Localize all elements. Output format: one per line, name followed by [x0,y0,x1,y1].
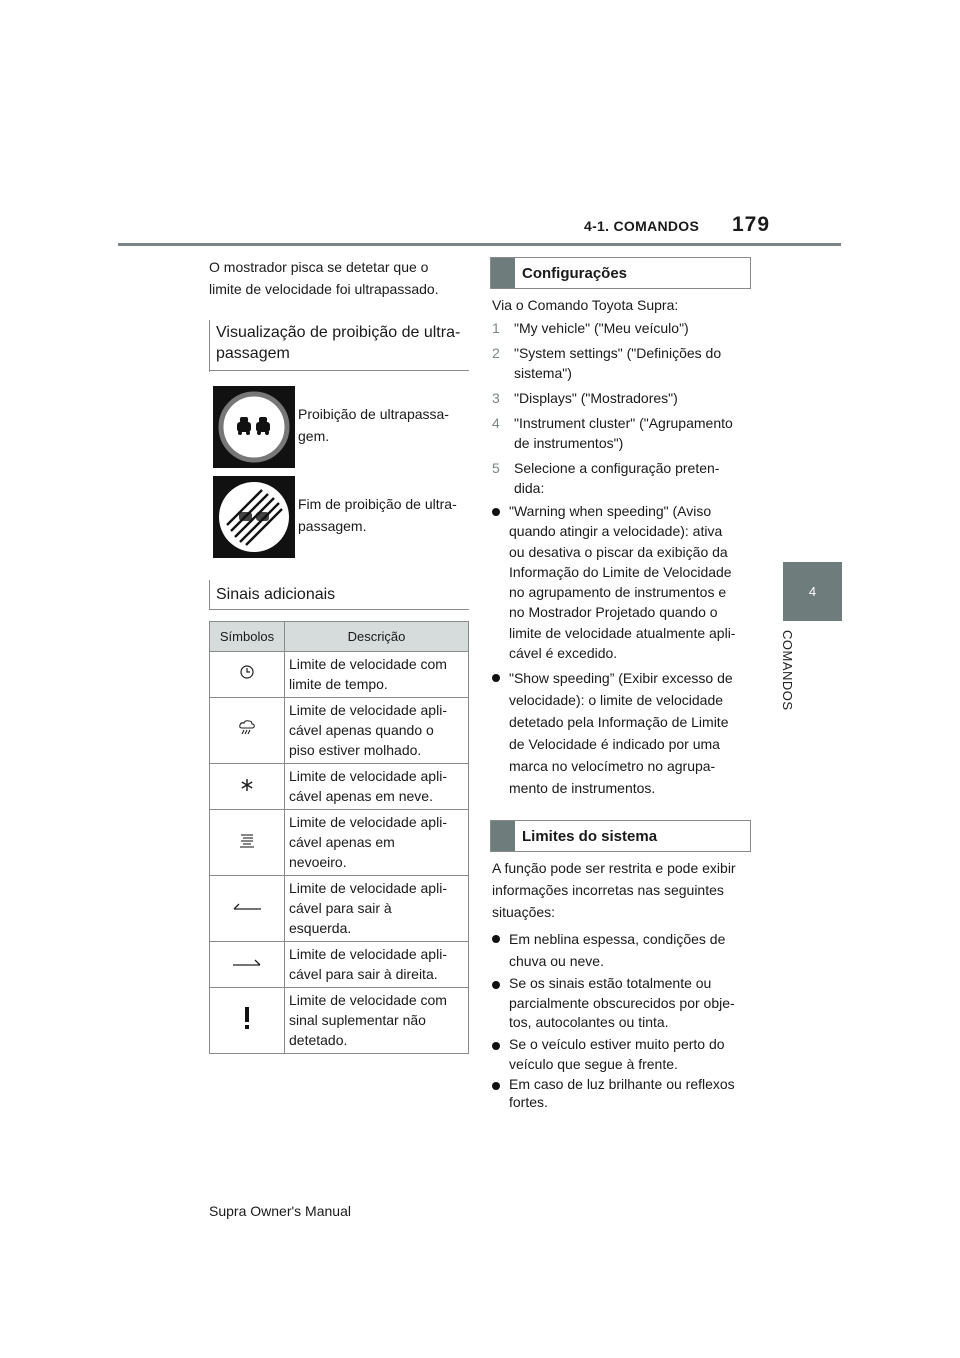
step-number: 5 [492,460,500,476]
arrow-right-icon [210,942,285,988]
desc-line: cável para sair à [289,900,392,916]
option-line: limite de velocidade atualmente apli- [509,624,736,641]
desc-line: Limite de velocidade com [289,992,447,1008]
chapter-tab-label: COMANDOS [780,630,795,711]
row-description [285,810,469,876]
table-row [210,988,469,1054]
limit-line: Se o veículo estiver muito perto do [509,1036,725,1052]
desc-line: cável para sair à direita. [289,966,438,982]
desc-line: esquerda. [289,920,352,936]
step-text: de instrumentos") [514,435,624,451]
fog-icon [210,810,285,876]
additional-signs-table [209,621,469,1054]
intro-line: O mostrador pisca se detetar que o [209,259,429,275]
no-overtaking-text [298,403,449,447]
step-number: 1 [492,320,500,336]
table-row [210,698,469,764]
heading-marker [491,258,515,288]
step-text: "My vehicle" ("Meu veículo") [514,320,689,336]
limit-item [509,1075,735,1111]
desc-line: Limite de velocidade apli- [289,702,447,718]
row-description [285,764,469,810]
snowflake-icon [210,764,285,810]
table-row [210,942,469,988]
desc-line: Limite de velocidade apli- [289,946,447,962]
sign-text-line: Proibição de ultrapassa- [298,406,449,422]
step-text: "Instrument cluster" ("Agrupamento [514,415,733,431]
limit-line: tos, autocolantes ou tinta. [509,1014,669,1030]
clock-icon [210,652,285,698]
additional-signs-heading: Sinais adicionais [216,586,336,603]
limit-item [509,974,735,1033]
table-row [210,876,469,942]
arrow-left-icon [210,876,285,942]
option-line: cável é excedido. [509,645,618,662]
desc-line: Limite de velocidade apli- [289,768,447,784]
step-number: 2 [492,345,500,361]
end-no-overtaking-text [298,493,457,537]
step-2 [492,343,721,383]
table-row [210,764,469,810]
desc-line: detetado. [289,1032,348,1048]
step-text: "Displays" ("Mostradores") [514,390,678,406]
desc-line: limite de tempo. [289,676,388,692]
option-warning-speeding [509,501,735,663]
step-number: 3 [492,390,500,406]
chapter-tab-number: 4 [783,562,842,621]
option-line: marca no velocímetro no agrupa- [509,758,716,774]
limit-line: Em neblina espessa, condições de [509,931,726,947]
option-line: velocidade): o limite de velocidade [509,692,724,708]
sign-text-line: passagem. [298,518,367,534]
limit-line: Se os sinais estão totalmente ou [509,975,712,991]
option-line: de Velocidade é indicado por uma [509,736,720,752]
intro-line: A função pode ser restrita e pode exibir [492,860,736,876]
row-description [285,988,469,1054]
chapter-tab [780,630,810,730]
step-text: dida: [514,480,545,496]
step-text: sistema") [514,365,572,381]
limit-item [509,928,725,972]
step-4 [492,413,733,453]
step-number: 4 [492,415,500,431]
row-description [285,652,469,698]
overtaking-heading [216,322,460,364]
subheading-bar [209,580,210,610]
limit-item [509,1035,725,1074]
intro-text [209,256,439,300]
row-description [285,942,469,988]
sign-text-line: Fim de proibição de ultra- [298,496,457,512]
exclamation-icon [210,988,285,1054]
column-header: Símbolos [210,622,285,652]
desc-line: sinal suplementar não [289,1012,426,1028]
desc-line: Limite de velocidade apli- [289,880,447,896]
option-line: "Show speeding” (Exibir excesso de [509,670,733,686]
limits-heading-text: Limites do sistema [522,827,658,845]
table-header-row [210,622,469,652]
limits-heading [490,820,751,852]
desc-line: nevoeiro. [289,854,347,870]
limit-line: Em caso de luz brilhante ou reflexos [509,1076,735,1092]
step-1 [492,318,689,338]
rain-icon [210,698,285,764]
table-row [210,652,469,698]
option-line: no agrupamento de instrumentos e [509,584,727,601]
desc-line: Limite de velocidade com [289,656,447,672]
header-rule [118,243,841,246]
option-line: "Warning when speeding" (Aviso [509,503,712,519]
option-line: Informação do Limite de Velocidade [509,563,732,580]
footer-manual-title: Supra Owner's Manual [209,1203,351,1219]
heading-marker [491,821,515,851]
row-description [285,698,469,764]
step-text: Selecione a configuração preten- [514,460,720,476]
bullet-icon [492,674,500,682]
desc-line: cável apenas quando o [289,722,434,738]
limit-line: parcialmente obscurecidos por obje- [509,994,735,1011]
option-line: mento de instrumentos. [509,780,656,796]
subheading-rule [209,609,469,610]
desc-line: cável apenas em [289,834,395,850]
section-title: 4-1. COMANDOS [584,218,700,234]
option-line: detetado pela Informação de Limite [509,714,729,730]
option-line: ou desativa o piscar da exibição da [509,543,728,560]
bullet-icon [492,935,500,943]
via-text: Via o Comando Toyota Supra: [492,297,679,313]
limit-line: veículo que segue à frente. [509,1055,678,1072]
intro-line: situações: [492,904,556,920]
bullet-icon [492,1082,500,1090]
heading-line: Visualização de proibição de ultra- [216,324,461,341]
table-row [210,810,469,876]
subheading-rule [209,370,469,371]
option-line: no Mostrador Projetado quando o [509,604,718,621]
bullet-icon [492,508,500,516]
intro-line: informações incorretas nas seguintes [492,882,724,898]
limit-line: fortes. [509,1094,548,1110]
bullet-icon [492,1042,500,1050]
sign-text-line: gem. [298,428,330,444]
step-3 [492,388,678,408]
limits-intro [492,857,736,923]
no-overtaking-sign [213,386,295,468]
limit-line: chuva ou neve. [509,953,604,969]
row-description [285,876,469,942]
heading-line: passagem [216,345,290,362]
desc-line: Limite de velocidade apli- [289,814,447,830]
option-line: quando atingir a velocidade): ativa [509,523,723,540]
step-text: "System settings" ("Definições do [514,345,722,361]
desc-line: cável apenas em neve. [289,788,433,804]
step-5 [492,458,719,498]
subheading-bar [209,320,210,372]
column-header: Descrição [285,622,469,652]
config-heading-text: Configurações [522,264,628,282]
desc-line: piso estiver molhado. [289,742,422,758]
end-no-overtaking-sign [213,476,295,558]
config-heading [490,257,751,289]
option-show-speeding [509,667,733,799]
intro-line: limite de velocidade foi ultrapassado. [209,281,439,297]
bullet-icon [492,981,500,989]
page-number: 179 [732,213,771,236]
